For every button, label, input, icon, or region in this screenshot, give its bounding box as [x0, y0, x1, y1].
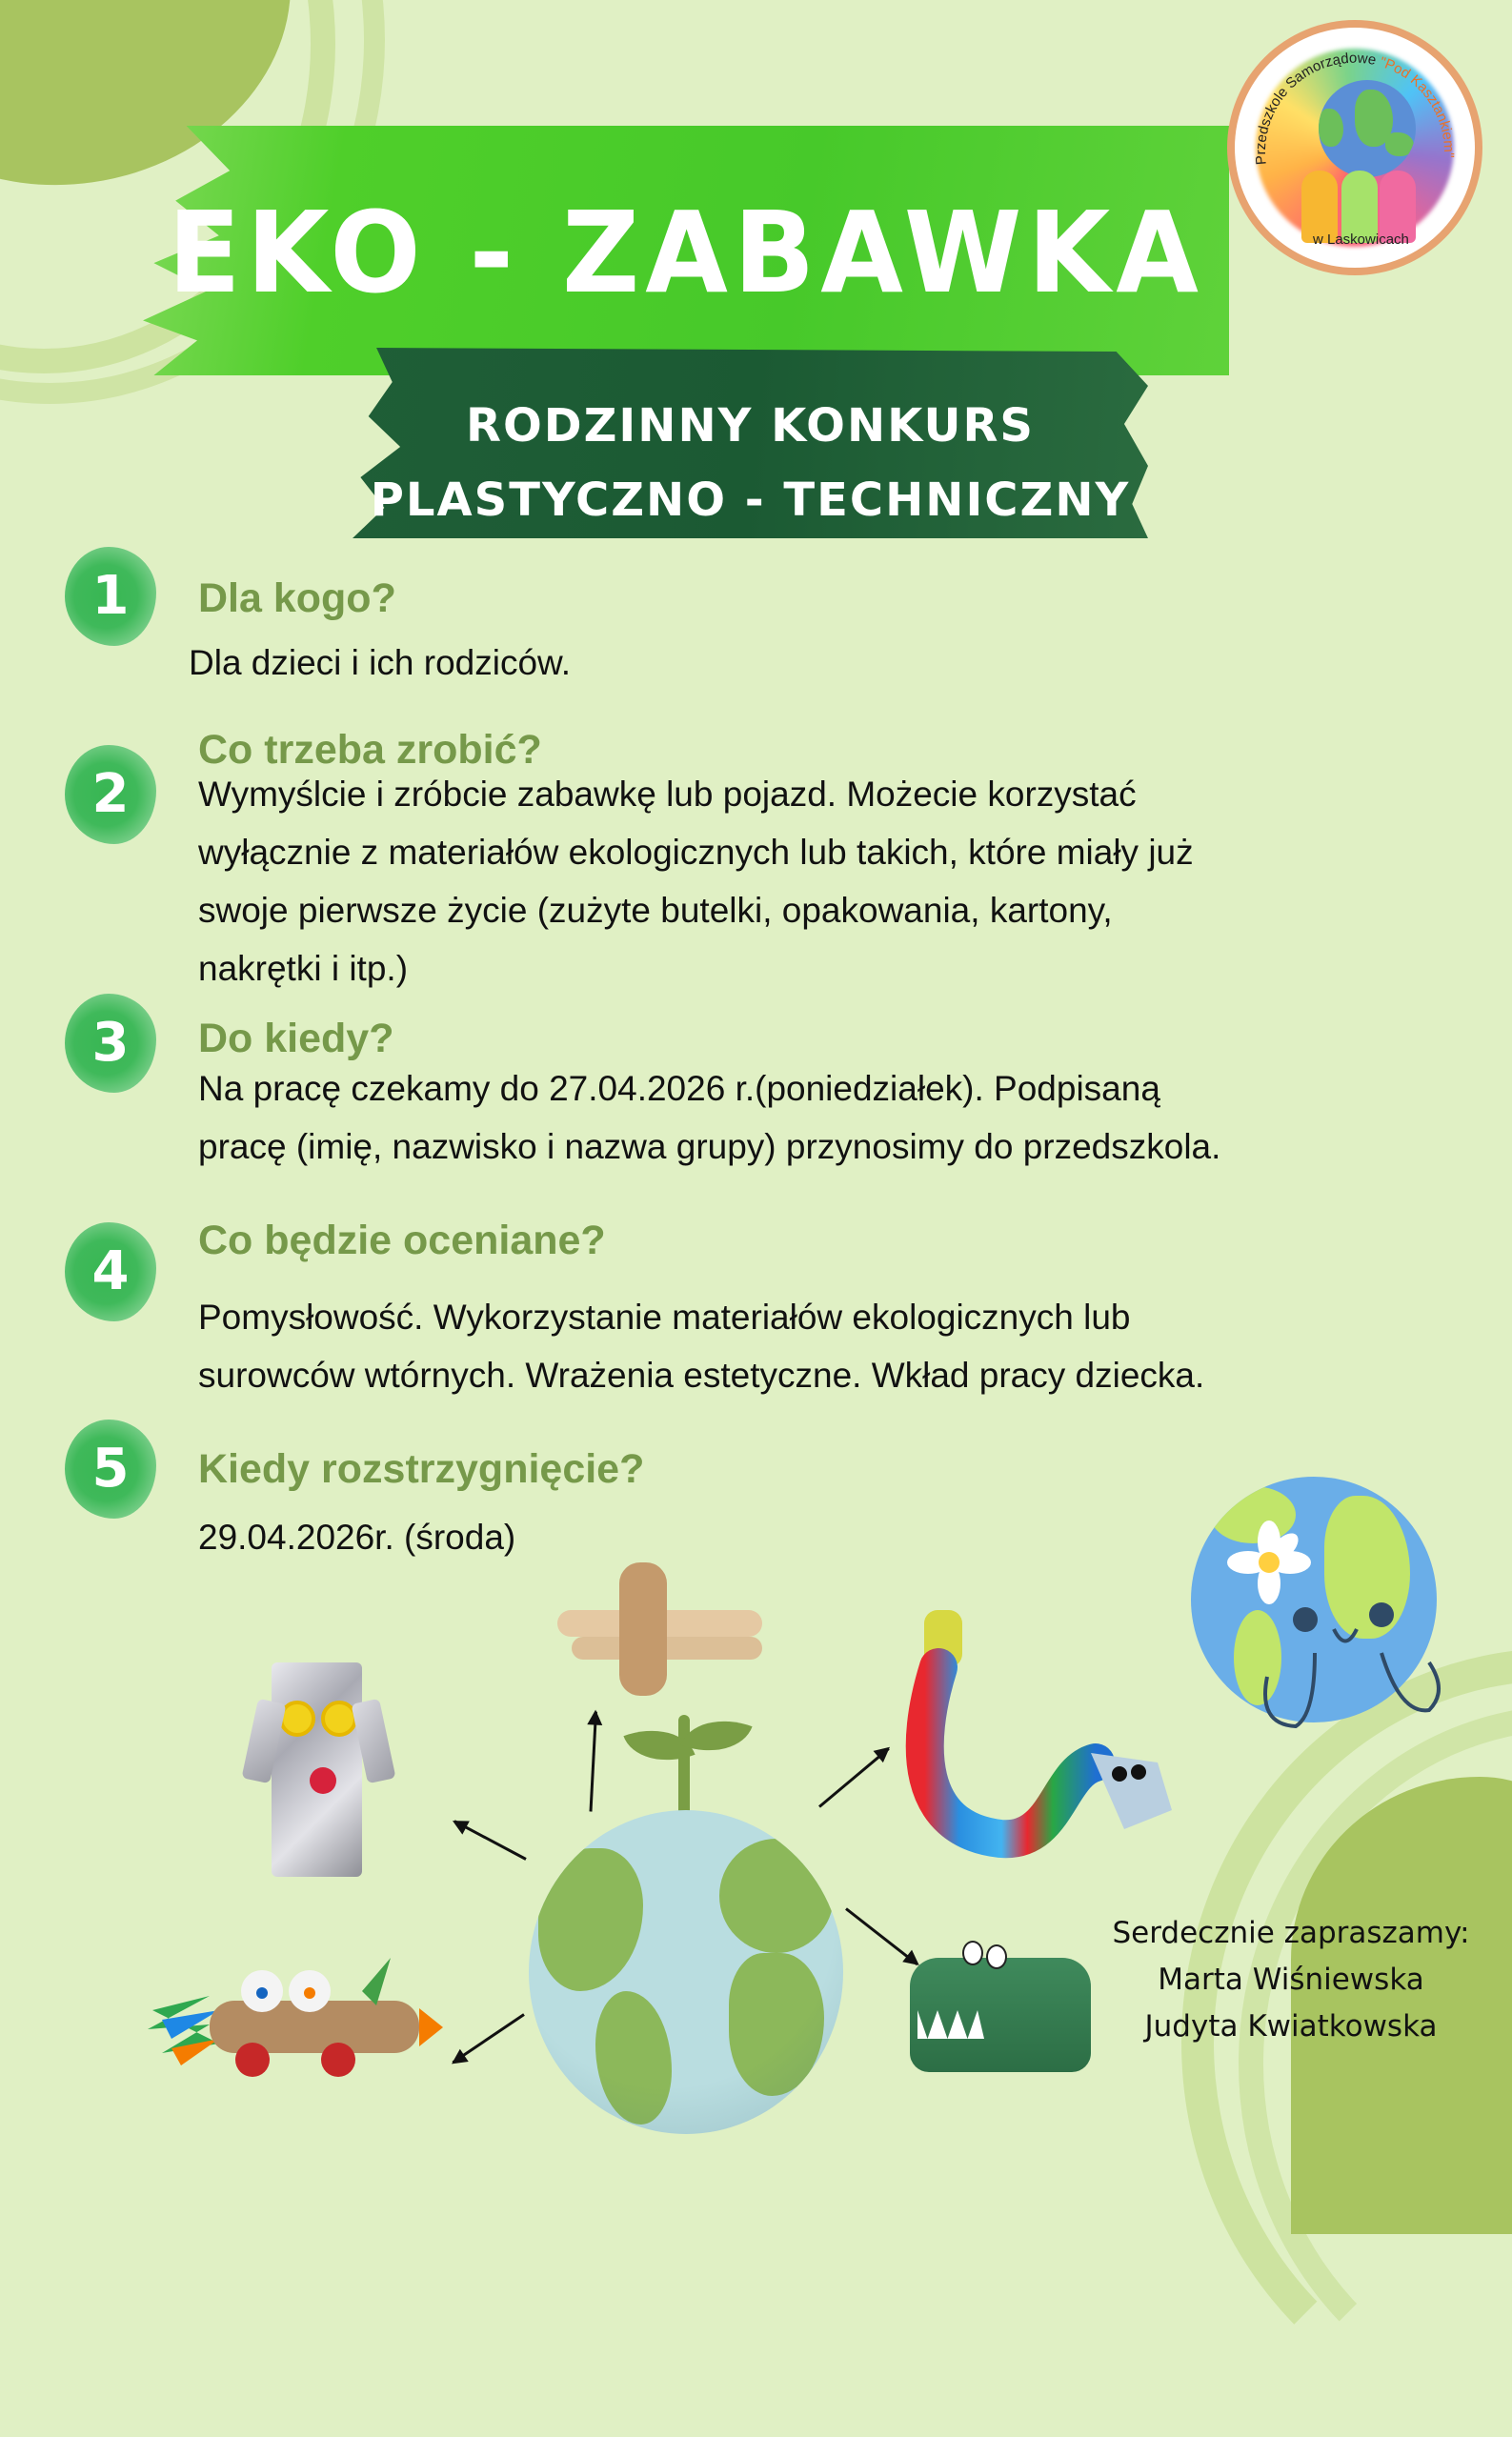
section-heading-5: Kiedy rozstrzygnięcie? [198, 1446, 645, 1492]
section-heading-1: Dla kogo? [198, 575, 396, 621]
step-badge-1: 1 [65, 547, 156, 646]
logo-school-nickname: "Pod Kasztankiem" [1378, 53, 1458, 158]
body-line: wyłącznie z materiałów ekologicznych lub takich, które miały już [198, 833, 1194, 872]
organizer-name: Marta Wiśniewska [1158, 1963, 1424, 1997]
foil-robot-image [272, 1662, 362, 1877]
paper-roll-car-image [143, 1953, 448, 2077]
body-line: 29.04.2026r. (środa) [198, 1518, 516, 1557]
body-line: Na pracę czekamy do 27.04.2026 r.(poniedziałek). Podpisaną [198, 1069, 1160, 1108]
poster-title: EKO - ZABAWKA [168, 188, 1204, 319]
svg-text:Przedszkole Samorządowe "Pod K [1253, 50, 1457, 166]
airplane-body [619, 1562, 667, 1696]
section-body-2 [198, 765, 1194, 997]
earth-face-icon [1191, 1477, 1448, 1734]
step-badge-2: 2 [65, 745, 156, 844]
arrow-icon [818, 1747, 890, 1807]
body-line: swoje pierwsze życie (zużyte butelki, opakowania, kartony, [198, 891, 1113, 930]
body-line: Dla dzieci i ich rodziców. [189, 643, 571, 682]
section-body-4 [198, 1288, 1204, 1404]
step-badge-3: 3 [65, 994, 156, 1093]
globe-shading [529, 1810, 843, 2134]
section-body-1 [189, 634, 571, 692]
body-line: Wymyślcie i zróbcie zabawkę lub pojazd. Możecie korzystać [198, 775, 1137, 814]
body-line: nakrętki i itp.) [198, 949, 409, 988]
step-badge-5: 5 [65, 1420, 156, 1519]
airplane-wing [572, 1637, 762, 1660]
egg-carton-crocodile-image [910, 1958, 1091, 2072]
arrow-icon [454, 1820, 526, 1861]
section-body-5 [198, 1508, 515, 1566]
section-heading-2: Co trzeba zrobić? [198, 727, 542, 773]
body-line: pracę (imię, nazwisko i nazwa grupy) przynosimy do przedszkola. [198, 1127, 1221, 1166]
section-heading-4: Co będzie oceniane? [198, 1218, 606, 1263]
logo-inner [1235, 28, 1475, 268]
credits [1086, 1910, 1496, 2050]
step-badge-4: 4 [65, 1222, 156, 1321]
poster-subtitle [353, 389, 1148, 537]
arrow-icon [453, 2013, 525, 2064]
bottle-cap-snake-image [896, 1610, 1181, 1867]
body-line: surowców wtórnych. Wrażenia estetyczne. Wkład pracy dziecka. [198, 1356, 1205, 1395]
credits-invitation: Serdecznie zapraszamy: [1112, 1916, 1470, 1950]
leaf-icon [680, 1705, 752, 1765]
logo-school-name: Przedszkole Samorządowe [1252, 50, 1378, 166]
section-heading-3: Do kiedy? [198, 1016, 394, 1061]
organizer-name: Judyta Kwiatkowska [1144, 2009, 1438, 2044]
sprout-stem [678, 1715, 690, 1824]
logo-location: w Laskowicach [1313, 232, 1409, 248]
arrow-icon [590, 1712, 597, 1812]
subtitle-line-1: RODZINNY KONKURS [466, 399, 1035, 453]
section-body-3 [198, 1059, 1220, 1176]
body-line: Pomysłowość. Wykorzystanie materiałów ekologicznych lub [198, 1298, 1131, 1337]
school-logo [1227, 20, 1482, 275]
subtitle-line-2: PLASTYCZNO - TECHNICZNY [370, 473, 1131, 527]
arrow-icon [845, 1907, 918, 1965]
